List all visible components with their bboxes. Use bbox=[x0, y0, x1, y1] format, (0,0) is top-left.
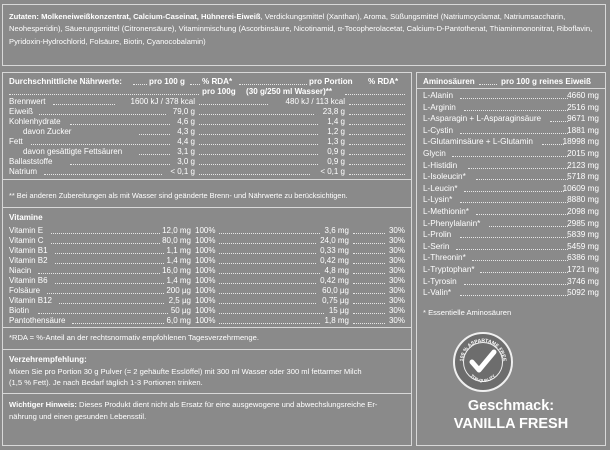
dotted-leader bbox=[353, 266, 385, 274]
header-pro100: pro 100 g bbox=[149, 77, 185, 86]
dotted-leader bbox=[72, 316, 164, 324]
amino-name: L-Histidin bbox=[423, 160, 458, 170]
dotted-leader bbox=[476, 207, 568, 215]
amino-value: 3746 mg bbox=[567, 276, 599, 286]
dotted-leader bbox=[353, 236, 385, 244]
dotted-leader bbox=[199, 167, 310, 175]
amino-value: 2123 mg bbox=[567, 160, 599, 170]
dotted-leader bbox=[349, 147, 405, 155]
amino-value: 2516 mg bbox=[567, 102, 599, 112]
amino-row bbox=[423, 171, 599, 182]
vitamin-per-100g: 2,5 µg bbox=[168, 296, 191, 305]
nutrition-row bbox=[9, 117, 405, 127]
value-per-portion: 1,2 g bbox=[327, 127, 345, 136]
vitamin-per-portion: 24,0 mg bbox=[320, 236, 349, 245]
vitamin-rda-100g: 100% bbox=[195, 266, 216, 275]
dotted-leader bbox=[239, 77, 307, 85]
vitamin-rda-portion: 30% bbox=[388, 226, 405, 235]
value-per-100g: 3,1 g bbox=[177, 147, 195, 156]
vitamin-name: Vitamin B12 bbox=[9, 296, 52, 305]
nutrient-name: Kohlenhydrate bbox=[9, 117, 61, 126]
header-rda2: % RDA* bbox=[368, 77, 399, 86]
dotted-leader bbox=[353, 296, 385, 304]
divider bbox=[3, 393, 411, 394]
value-per-portion: 0,9 g bbox=[327, 157, 345, 166]
divider bbox=[3, 207, 411, 208]
dotted-leader bbox=[219, 246, 316, 254]
vitamin-row bbox=[9, 286, 405, 296]
vitamin-rda-100g: 100% bbox=[195, 286, 216, 295]
dotted-leader bbox=[47, 286, 164, 294]
dotted-leader bbox=[59, 296, 164, 304]
vitamin-rda-portion: 30% bbox=[388, 276, 405, 285]
nutrient-name: Ballaststoffe bbox=[9, 157, 53, 166]
vitamin-rda-100g: 100% bbox=[195, 246, 216, 255]
dotted-leader bbox=[489, 219, 569, 227]
nutrient-name: davon Zucker bbox=[23, 127, 72, 136]
amino-box bbox=[416, 72, 606, 446]
amino-name: L-Valin* bbox=[423, 288, 452, 298]
dotted-leader bbox=[464, 277, 568, 285]
nutrient-name: Fett bbox=[9, 137, 23, 146]
value-per-100g: < 0,1 g bbox=[170, 167, 195, 176]
dotted-leader bbox=[190, 77, 200, 85]
vitamin-per-portion: 3,6 mg bbox=[324, 226, 349, 235]
divider bbox=[3, 179, 411, 180]
vitamin-per-portion: 0,42 mg bbox=[320, 256, 349, 265]
dotted-leader bbox=[199, 157, 318, 165]
vitamin-rda-100g: 100% bbox=[195, 236, 216, 245]
amino-header-unit: pro 100 g reines Eiweiß bbox=[501, 77, 591, 86]
nutrition-row bbox=[9, 137, 405, 147]
amino-row bbox=[423, 241, 599, 252]
dotted-leader bbox=[353, 256, 385, 264]
vitamin-name: Vitamin C bbox=[9, 236, 44, 245]
dotted-leader bbox=[219, 286, 316, 294]
amino-name: L-Serin bbox=[423, 241, 450, 251]
dotted-leader bbox=[219, 296, 316, 304]
nutrition-row bbox=[9, 147, 405, 157]
amino-row bbox=[423, 218, 599, 229]
vitamin-rda-portion: 30% bbox=[388, 256, 405, 265]
dotted-leader bbox=[44, 167, 162, 175]
vitamin-per-portion: 0,75 µg bbox=[322, 296, 349, 305]
vitamin-per-100g: 16,0 mg bbox=[162, 266, 191, 275]
amino-value: 18998 mg bbox=[562, 137, 599, 147]
dotted-leader bbox=[353, 246, 385, 254]
dotted-leader bbox=[39, 107, 165, 115]
value-per-portion: 1,3 g bbox=[327, 137, 345, 146]
amino-row bbox=[423, 276, 599, 287]
nutrition-header: Durchschnittliche Nährwerte: bbox=[9, 77, 122, 86]
dotted-leader bbox=[353, 286, 385, 294]
vitamin-per-100g: 50 µg bbox=[170, 306, 191, 315]
dotted-leader bbox=[219, 266, 320, 274]
header-portion: pro Portion bbox=[309, 77, 353, 86]
vitamin-row bbox=[9, 246, 405, 256]
divider bbox=[3, 327, 411, 328]
value-per-portion: < 0,1 g bbox=[320, 167, 345, 176]
dotted-leader bbox=[51, 236, 160, 244]
amino-value: 2015 mg bbox=[567, 149, 599, 158]
warning-line-2: nährung und einen gesunden Lebensstil. bbox=[9, 412, 147, 421]
dotted-leader bbox=[51, 226, 160, 234]
nutrient-name: davon gesättigte Fettsäuren bbox=[23, 147, 123, 156]
dotted-leader bbox=[349, 137, 405, 145]
dotted-leader bbox=[460, 91, 568, 99]
amino-name: L-Asparagin + L-Asparaginsäure bbox=[423, 114, 542, 124]
amino-name: L-Phenylalanin* bbox=[423, 218, 481, 228]
amino-row bbox=[423, 229, 599, 240]
amino-value: 4660 mg bbox=[567, 91, 599, 100]
amino-name: L-Tryptophan* bbox=[423, 265, 475, 274]
header-rda1: % RDA* bbox=[202, 77, 233, 86]
dotted-leader bbox=[345, 87, 405, 95]
nutrition-row bbox=[9, 97, 405, 107]
amino-row bbox=[423, 148, 599, 159]
aspartame-free-badge bbox=[453, 332, 513, 392]
sub-portion: (30 g/250 ml Wasser)** bbox=[246, 87, 333, 96]
dotted-leader bbox=[139, 127, 170, 135]
flavor-label: Geschmack: bbox=[467, 398, 555, 414]
value-per-100g: 4,3 g bbox=[177, 127, 195, 136]
value-per-100g: 4,4 g bbox=[177, 137, 195, 146]
dotted-leader bbox=[349, 97, 405, 105]
dotted-leader bbox=[349, 127, 405, 135]
vitamin-rda-portion: 30% bbox=[388, 316, 405, 325]
vitamin-rda-100g: 100% bbox=[195, 316, 216, 325]
value-per-portion: 23,8 g bbox=[322, 107, 345, 116]
amino-value: 5718 mg bbox=[567, 172, 599, 182]
nutrient-name: Natrium bbox=[9, 167, 38, 176]
amino-name: L-Methionin* bbox=[423, 207, 469, 216]
amino-value: 1881 mg bbox=[567, 125, 599, 135]
dotted-leader bbox=[353, 316, 385, 324]
value-per-100g: 4,6 g bbox=[177, 117, 195, 126]
vitamin-name: Folsäure bbox=[9, 286, 41, 295]
amino-note: * Essentielle Aminosäuren bbox=[423, 308, 512, 317]
dotted-leader bbox=[38, 306, 168, 314]
vitamin-per-portion: 1,8 mg bbox=[324, 316, 349, 325]
dotted-leader bbox=[55, 256, 164, 264]
dotted-leader bbox=[460, 230, 568, 238]
ingredients-box bbox=[2, 4, 606, 66]
vitamin-rda-portion: 30% bbox=[388, 296, 405, 305]
vitamin-name: Niacin bbox=[9, 266, 32, 275]
nutrient-name: Brennwert bbox=[9, 97, 46, 106]
dotted-leader bbox=[219, 316, 320, 324]
dotted-leader bbox=[38, 266, 159, 274]
dotted-leader bbox=[219, 236, 316, 244]
dotted-leader bbox=[199, 107, 314, 115]
amino-name: L-Prolin bbox=[423, 230, 452, 240]
vitamin-per-portion: 15 µg bbox=[328, 306, 349, 315]
amino-row bbox=[423, 160, 599, 171]
dotted-leader bbox=[199, 147, 318, 155]
amino-row bbox=[423, 125, 599, 136]
svg-text:TOP-QUALITY bbox=[470, 373, 497, 383]
dotted-leader bbox=[9, 87, 199, 95]
dotted-leader bbox=[219, 226, 320, 234]
amino-value: 2985 mg bbox=[567, 218, 599, 228]
dotted-leader bbox=[55, 276, 164, 284]
amino-value: 5459 mg bbox=[567, 241, 599, 251]
vitamin-name: Vitamin E bbox=[9, 226, 44, 235]
dotted-leader bbox=[456, 242, 569, 250]
dotted-leader bbox=[219, 276, 316, 284]
amino-value: 5092 mg bbox=[567, 288, 599, 298]
dotted-leader bbox=[550, 114, 568, 122]
dotted-leader bbox=[70, 117, 170, 125]
vitamin-row bbox=[9, 316, 405, 326]
dotted-leader bbox=[480, 265, 568, 273]
amino-row bbox=[423, 264, 599, 275]
vitamin-per-portion: 0,33 mg bbox=[320, 246, 349, 255]
sub-pro100: pro 100g bbox=[202, 87, 236, 96]
vitamin-name: Vitamin B1 bbox=[9, 246, 48, 255]
divider bbox=[417, 88, 605, 89]
rda-note: *RDA = %-Anteil an der rechtsnormativ empfohlenen Tagesverzehrmenge. bbox=[9, 333, 259, 342]
vitamin-row bbox=[9, 296, 405, 306]
amino-name: L-Threonin* bbox=[423, 253, 466, 263]
amino-row bbox=[423, 206, 599, 217]
nutrition-box bbox=[2, 72, 412, 446]
amino-row bbox=[423, 113, 599, 124]
amino-name: L-Isoleucin* bbox=[423, 172, 466, 182]
amino-name: L-Alanin bbox=[423, 91, 454, 100]
amino-value: 8880 mg bbox=[567, 195, 599, 205]
amino-row bbox=[423, 90, 599, 101]
vitamin-per-100g: 1,1 mg bbox=[166, 246, 191, 255]
dotted-leader bbox=[353, 306, 385, 314]
value-per-100g: 3,0 g bbox=[177, 157, 195, 166]
dotted-leader bbox=[464, 184, 564, 192]
dotted-leader bbox=[55, 246, 164, 254]
vitamin-per-100g: 80,0 mg bbox=[162, 236, 191, 245]
vitamin-rda-portion: 30% bbox=[388, 286, 405, 295]
dotted-leader bbox=[349, 107, 405, 115]
vitamin-rda-100g: 100% bbox=[195, 306, 216, 315]
vitamin-row bbox=[9, 266, 405, 276]
dotted-leader bbox=[479, 77, 497, 85]
dotted-leader bbox=[460, 288, 568, 296]
vitamin-rda-portion: 30% bbox=[388, 236, 405, 245]
usage-text-2: (1,5 % Fett). Je nach Bedarf täglich 1-3 Portionen trinken. bbox=[9, 378, 203, 387]
dotted-leader bbox=[199, 117, 318, 125]
vitamin-per-portion: 0,42 mg bbox=[320, 276, 349, 285]
dotted-leader bbox=[53, 97, 116, 105]
divider bbox=[3, 349, 411, 350]
amino-value: 2098 mg bbox=[567, 207, 599, 216]
value-per-100g: 79,0 g bbox=[172, 107, 195, 116]
amino-name: L-Lysin* bbox=[423, 195, 453, 205]
vitamin-rda-100g: 100% bbox=[195, 256, 216, 265]
badge-top-text: 100 % ASPARTAME FREE bbox=[458, 337, 508, 362]
amino-header: Aminosäuren bbox=[423, 77, 475, 86]
value-per-portion: 0,9 g bbox=[327, 147, 345, 156]
amino-row bbox=[423, 287, 599, 298]
vitamin-rda-100g: 100% bbox=[195, 296, 216, 305]
amino-value: 6386 mg bbox=[567, 253, 599, 263]
dotted-leader bbox=[353, 276, 385, 284]
amino-name: L-Glutaminsäure + L-Glutamin bbox=[423, 137, 533, 147]
dotted-leader bbox=[219, 306, 324, 314]
usage-title: Verzehrempfehlung: bbox=[9, 355, 87, 364]
vitamin-name: Biotin bbox=[9, 306, 30, 315]
dotted-leader bbox=[542, 137, 564, 145]
dotted-leader bbox=[349, 167, 405, 175]
dotted-leader bbox=[472, 253, 568, 261]
badge-bottom-text: TOP-QUALITY bbox=[469, 373, 497, 384]
vitamin-name: Vitamin B2 bbox=[9, 256, 48, 265]
dotted-leader bbox=[133, 77, 147, 85]
dotted-leader bbox=[139, 147, 170, 155]
usage-text-1: Mixen Sie pro Portion 30 g Pulver (= 2 gehäufte Esslöffel) mit 300 ml Wasser oder 300 ml fettarmer Milch bbox=[9, 367, 362, 376]
amino-row bbox=[423, 183, 599, 194]
amino-name: L-Leucin* bbox=[423, 183, 458, 193]
dotted-leader bbox=[476, 172, 568, 180]
vitamins-title: Vitamine bbox=[9, 213, 43, 222]
vitamin-row bbox=[9, 276, 405, 286]
vitamin-per-portion: 4,8 mg bbox=[324, 266, 349, 275]
vitamin-row bbox=[9, 256, 405, 266]
amino-value: 9671 mg bbox=[567, 114, 599, 124]
badge-ring-text bbox=[455, 334, 511, 390]
nutrition-row bbox=[9, 107, 405, 117]
warning-line-1: Wichtiger Hinweis: Dieses Produkt dient nicht als Ersatz für eine ausgewogene und abwechslungsreiche Er- bbox=[9, 400, 378, 409]
amino-row bbox=[423, 194, 599, 205]
nutrition-row bbox=[9, 157, 405, 167]
vitamin-rda-100g: 100% bbox=[195, 226, 216, 235]
dotted-leader bbox=[349, 117, 405, 125]
vitamin-per-portion: 60,0 µg bbox=[322, 286, 349, 295]
nutrition-footnote: ** Bei anderen Zubereitungen als mit Wasser sind geänderte Brenn- und Nährwerte zu berücksichtigen. bbox=[9, 191, 348, 200]
amino-name: L-Tyrosin bbox=[423, 276, 457, 286]
dotted-leader bbox=[464, 103, 568, 111]
dotted-leader bbox=[70, 157, 170, 165]
ingredients-main: Molkeneiweißkonzentrat, Calcium-Caseinat, Hühnerei-Eiweiß bbox=[41, 12, 261, 21]
amino-value: 1721 mg bbox=[567, 265, 599, 274]
dotted-leader bbox=[199, 127, 318, 135]
ingredients-label: Zutaten: bbox=[9, 12, 39, 21]
amino-value: 5839 mg bbox=[567, 230, 599, 240]
vitamin-per-100g: 200 µg bbox=[166, 286, 191, 295]
value-per-portion: 1,4 g bbox=[327, 117, 345, 126]
vitamin-rda-100g: 100% bbox=[195, 276, 216, 285]
amino-row bbox=[423, 102, 599, 113]
dotted-leader bbox=[460, 126, 568, 134]
vitamin-name: Pantothensäure bbox=[9, 316, 66, 325]
value-per-100g: 1600 kJ / 378 kcal bbox=[130, 97, 195, 106]
dotted-leader bbox=[353, 226, 385, 234]
nutrient-name: Eiweiß bbox=[9, 107, 34, 116]
vitamin-rda-portion: 30% bbox=[388, 246, 405, 255]
vitamin-per-100g: 1,4 mg bbox=[166, 256, 191, 265]
vitamin-row bbox=[9, 236, 405, 246]
amino-row bbox=[423, 136, 599, 147]
nutrition-row bbox=[9, 167, 405, 177]
vitamin-row bbox=[9, 226, 405, 236]
vitamin-rda-portion: 30% bbox=[388, 306, 405, 315]
amino-name: Glycin bbox=[423, 149, 446, 158]
vitamin-per-100g: 1,4 mg bbox=[166, 276, 191, 285]
dotted-leader bbox=[199, 137, 318, 145]
dotted-leader bbox=[31, 137, 170, 145]
amino-name: L-Arginin bbox=[423, 102, 456, 112]
amino-value: 10609 mg bbox=[562, 183, 599, 193]
svg-text:100 % ASPARTAME FREE bbox=[459, 338, 507, 362]
amino-row bbox=[423, 252, 599, 263]
dotted-leader bbox=[460, 195, 568, 203]
value-per-portion: 480 kJ / 113 kcal bbox=[285, 97, 345, 106]
dotted-leader bbox=[452, 149, 569, 157]
vitamin-per-100g: 12,0 mg bbox=[162, 226, 191, 235]
amino-name: L-Cystin bbox=[423, 125, 454, 135]
dotted-leader bbox=[219, 256, 316, 264]
dotted-leader bbox=[468, 161, 568, 169]
nutrition-row bbox=[9, 127, 405, 137]
vitamin-name: Vitamin B6 bbox=[9, 276, 48, 285]
dotted-leader bbox=[199, 97, 268, 105]
ingredients-rest: , Verdickungsmittel (Xanthan), Aroma, Süßungsmittel (Natriumcyclamat, Natriumsaccharin, Neohesperidin), Säuerungsmittel (Citronensäure), Vitaminmischung (Ascorbinsäure, Nicotinamid, α-Tocopherolacetat, Calcium-D-Pantothenat, Thiaminmononitrat, Riboflavin, Pyridoxin-Hydrochlorid, Folsäure, Biotin, Cyanocobalamin) bbox=[9, 12, 593, 46]
vitamin-rda-portion: 30% bbox=[388, 266, 405, 275]
dotted-leader bbox=[349, 157, 405, 165]
flavor-value: VANILLA FRESH bbox=[453, 416, 569, 432]
vitamin-per-100g: 6,0 mg bbox=[166, 316, 191, 325]
vitamin-row bbox=[9, 306, 405, 316]
